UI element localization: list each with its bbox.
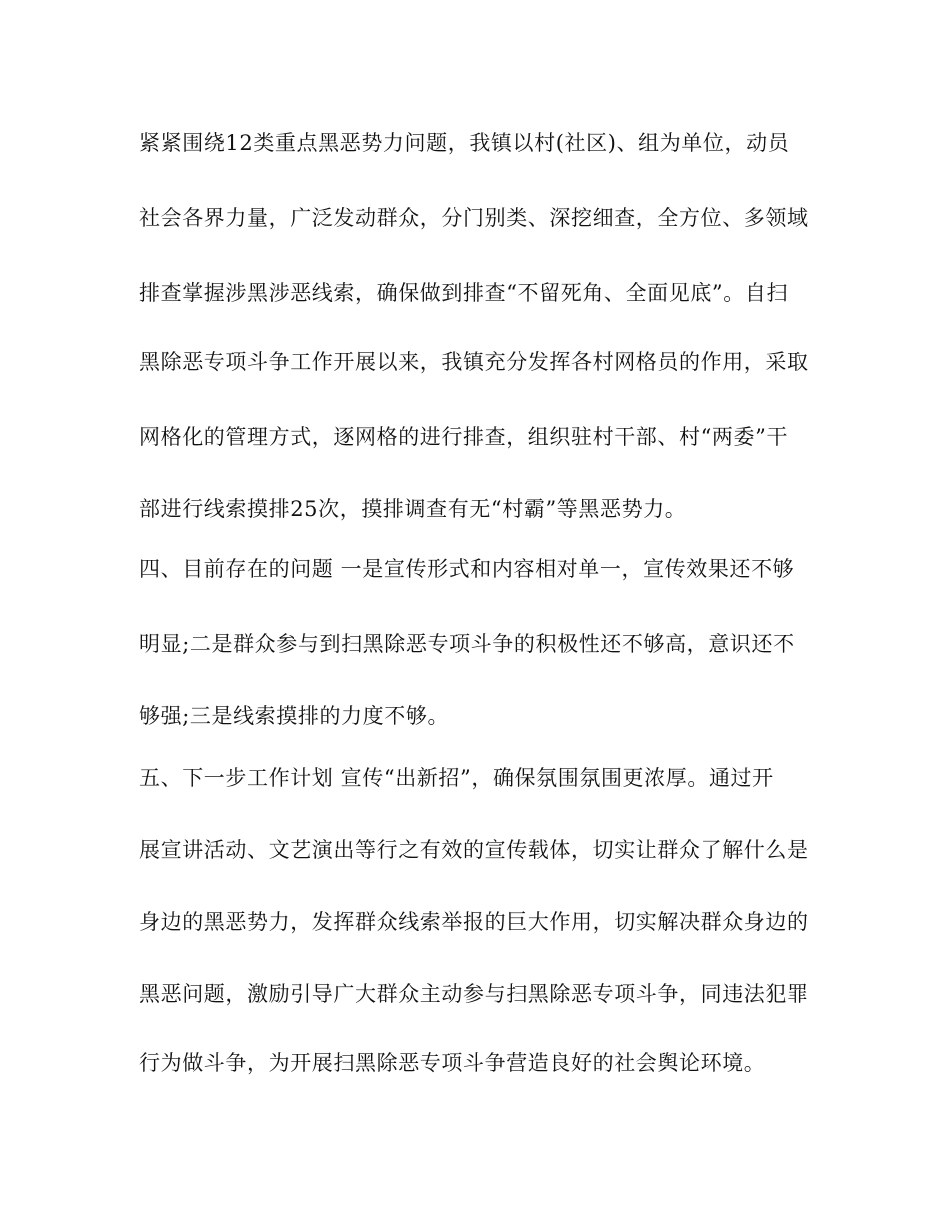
- text-line: 身边的黑恶势力，发挥群众线索举报的巨大作用，切实解决群众身边的: [139, 910, 809, 934]
- text-line: 够强;三是线索摸排的力度不够。: [139, 704, 450, 728]
- text-line: 社会各界力量，广泛发动群众，分门别类、深挖细查，全方位、多领域: [139, 206, 809, 230]
- text-line: 黑除恶专项斗争工作开展以来，我镇充分发挥各村网格员的作用，采取: [139, 350, 809, 374]
- text-line: 行为做斗争，为开展扫黑除恶专项斗争营造良好的社会舆论环境。: [139, 1051, 766, 1075]
- text-line: 部进行线索摸排25次，摸排调查有无“村霸”等黑恶势力。: [139, 497, 687, 521]
- text-line: 明显;二是群众参与到扫黑除恶专项斗争的积极性还不够高，意识还不: [139, 632, 795, 656]
- section-heading-line: 四、目前存在的问题 一是宣传形式和内容相对单一，宣传效果还不够: [139, 557, 795, 581]
- section-heading-line: 五、下一步工作计划 宣传“出新招”，确保氛围氛围更浓厚。通过开: [139, 766, 774, 790]
- text-line: 排查掌握涉黑涉恶线索，确保做到排查“不留死角、全面见底”。自扫: [139, 281, 789, 305]
- text-line: 黑恶问题，激励引导广大群众主动参与扫黑除恶专项斗争，同违法犯罪: [139, 982, 809, 1006]
- text-line: 紧紧围绕12类重点黑恶势力问题，我镇以村(社区)、组为单位，动员: [139, 131, 790, 155]
- text-line: 展宣讲活动、文艺演出等行之有效的宣传载体，切实让群众了解什么是: [139, 838, 809, 862]
- text-line: 网格化的管理方式，逐网格的进行排查，组织驻村干部、村“两委”干: [139, 425, 789, 449]
